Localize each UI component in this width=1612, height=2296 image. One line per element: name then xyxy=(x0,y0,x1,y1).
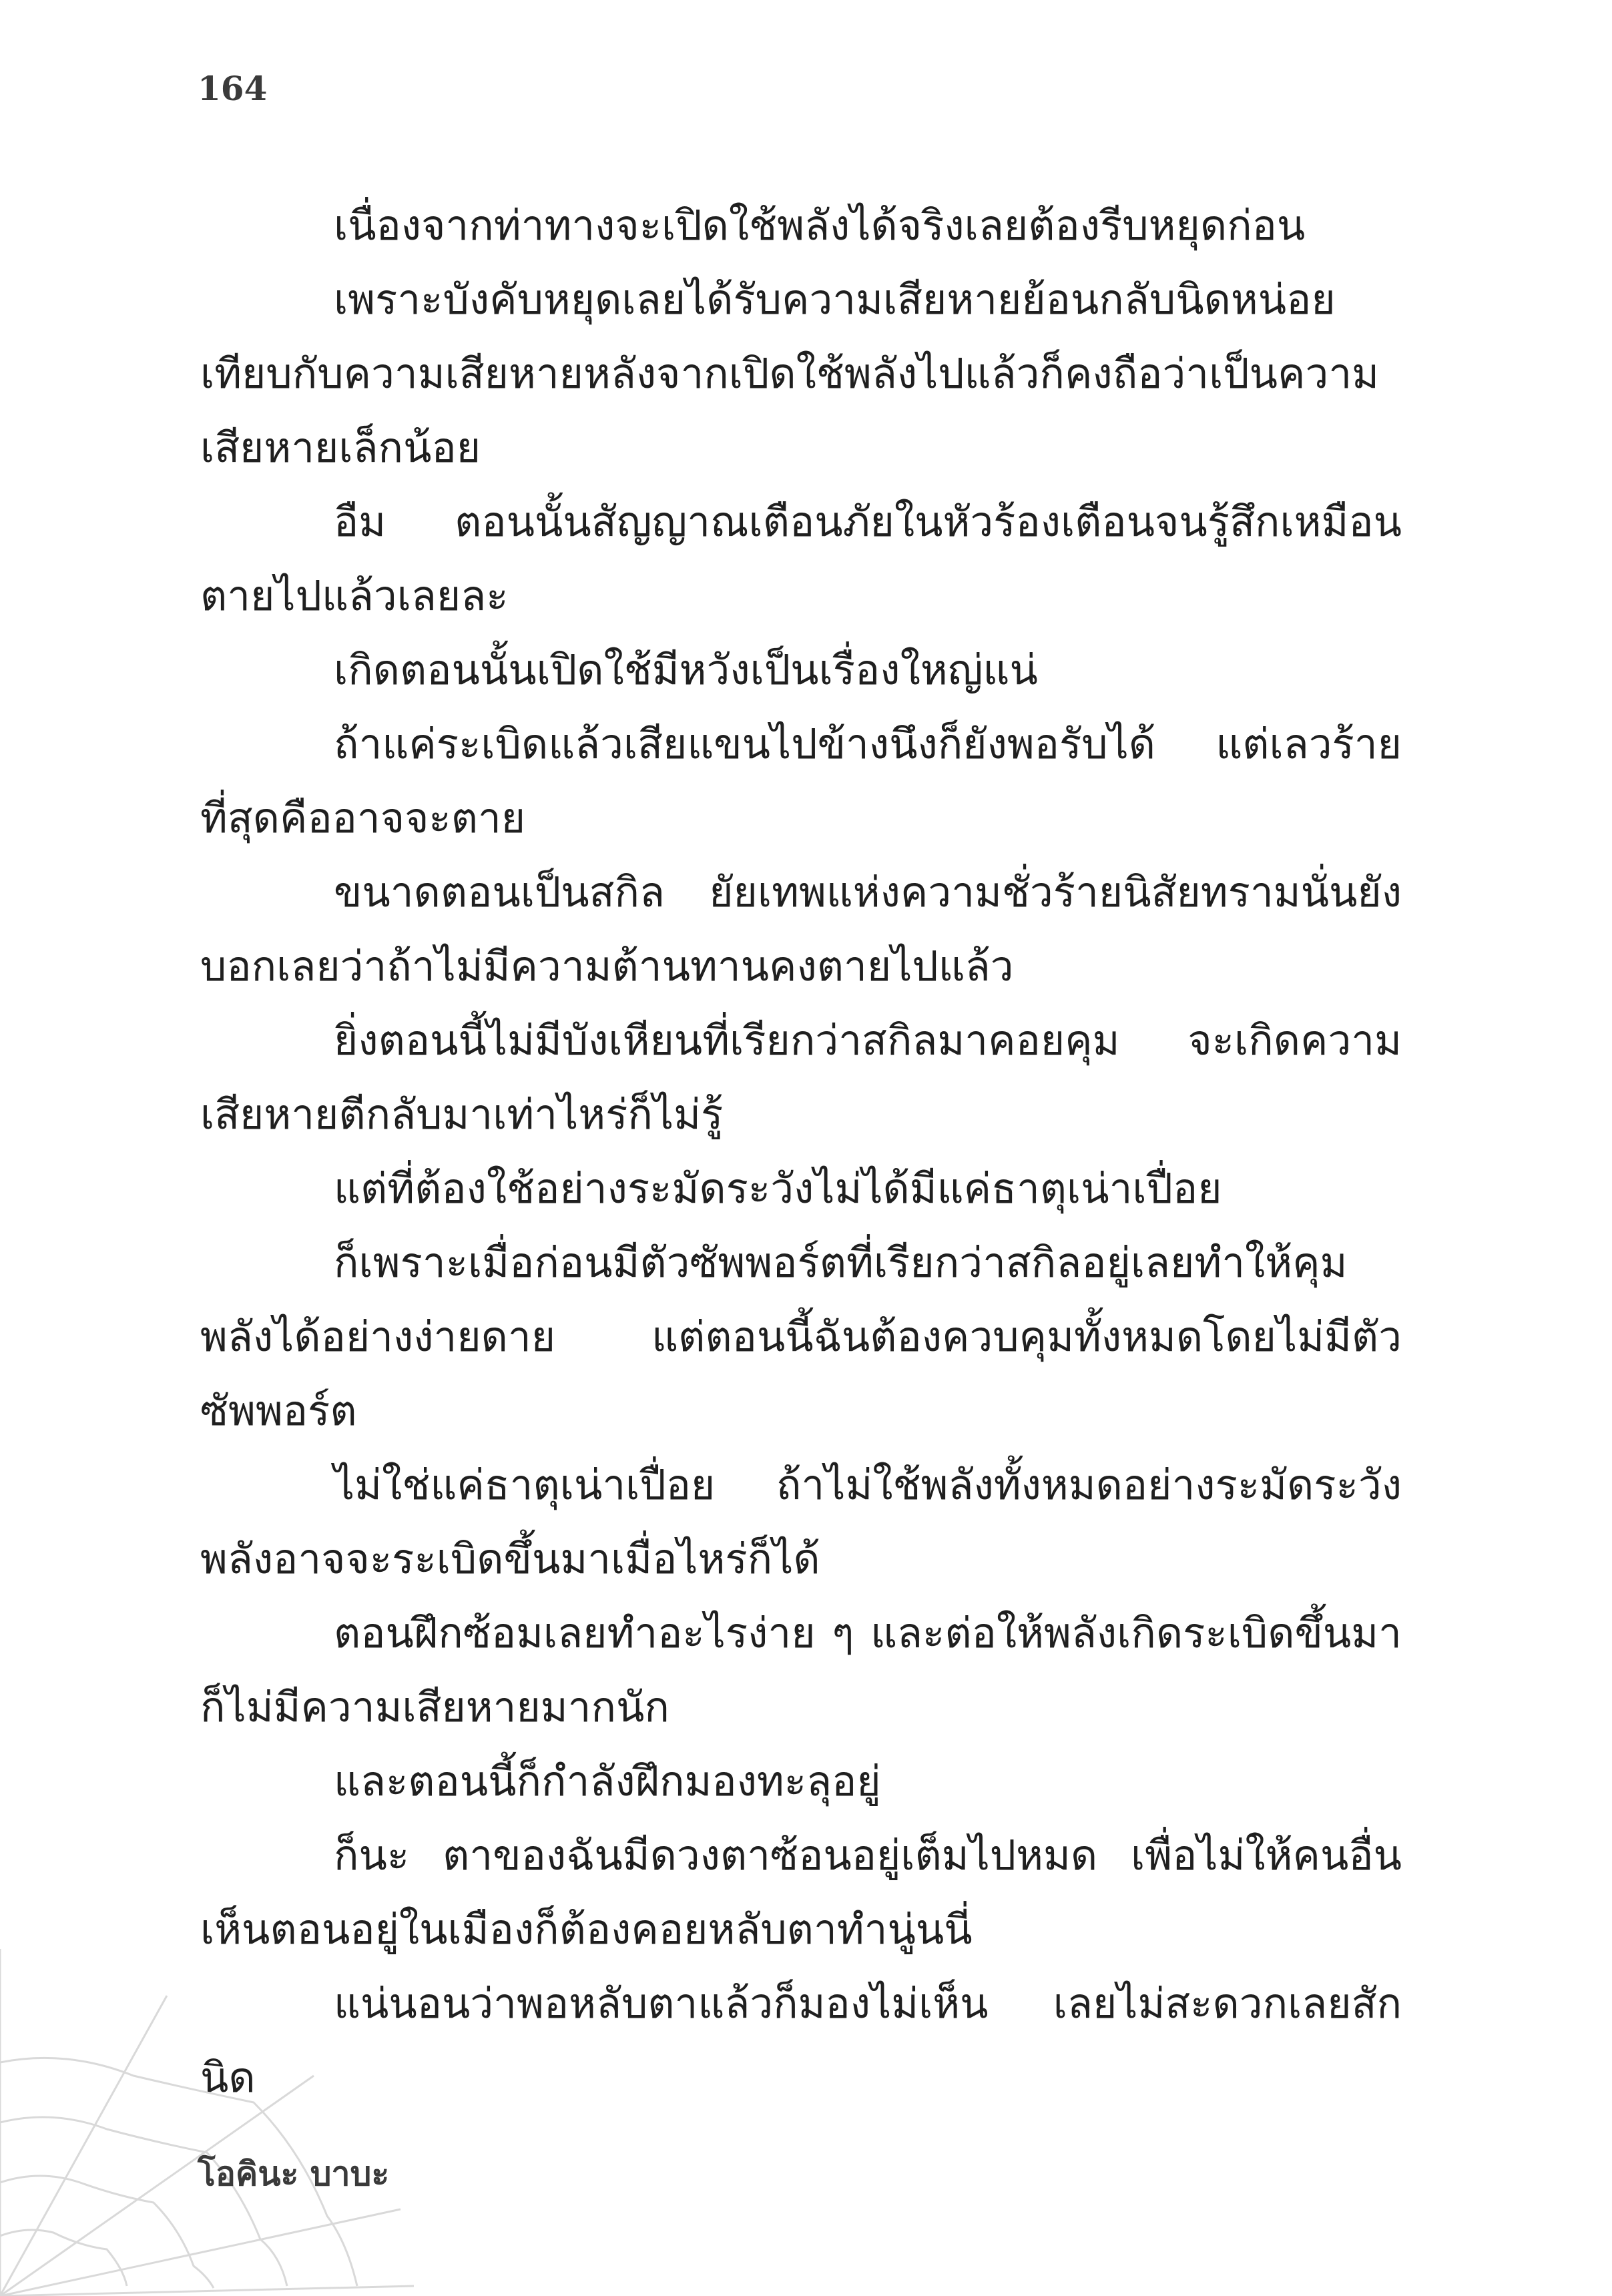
spider-web-icon xyxy=(0,1922,414,2296)
paragraph: อืม ตอนนั้นสัญญาณเตือนภัยในหัวร้องเตือนจนรู้สึกเหมือนตายไปแล้วเลยละ xyxy=(200,497,1402,620)
paragraph: ก็เพราะเมื่อก่อนมีตัวซัพพอร์ตที่เรียกว่าสกิลอยู่เลยทำให้คุมพลังได้อย่างง่ายดาย แต่ตอนนี้ฉันต้องควบคุมทั้งหมดโดยไม่มีตัวซัพพอร์ต xyxy=(200,1238,1402,1435)
paragraph: แน่นอนว่าพอหลับตาแล้วก็มองไม่เห็น เลยไม่สะดวกเลยสักนิด xyxy=(200,1979,1402,2102)
paragraph: เนื่องจากท่าทางจะเปิดใช้พลังได้จริงเลยต้องรีบหยุดก่อน xyxy=(334,201,1306,250)
author-name: โอคินะ บาบะ xyxy=(198,2155,390,2193)
paragraph: ถ้าแค่ระเบิดแล้วเสียแขนไปข้างนึงก็ยังพอรับได้ แต่เลวร้ายที่สุดคืออาจจะตาย xyxy=(200,720,1402,842)
paragraph: เกิดตอนนั้นเปิดใช้มีหวังเป็นเรื่องใหญ่แน่ xyxy=(334,645,1038,694)
paragraph: ยิ่งตอนนี้ไม่มีบังเหียนที่เรียกว่าสกิลมาคอยคุม จะเกิดความเสียหายตีกลับมาเท่าไหร่ก็ไม่รู้ xyxy=(200,1016,1402,1139)
page-number: 164 xyxy=(198,69,268,108)
paragraph: ไม่ใช่แค่ธาตุเน่าเปื่อย ถ้าไม่ใช้พลังทั้งหมดอย่างระมัดระวังพลังอาจจะระเบิดขึ้นมาเมื่อไหร่ก็ได้ xyxy=(200,1460,1402,1583)
body-text xyxy=(200,188,1402,2114)
paragraph: ขนาดตอนเป็นสกิล ยัยเทพแห่งความชั่วร้ายนิสัยทรามนั่นยังบอกเลยว่าถ้าไม่มีความต้านทานคงตายไปแล้ว xyxy=(200,868,1402,990)
paragraph: เพราะบังคับหยุดเลยได้รับความเสียหายย้อนกลับนิดหน่อย เทียบกับความเสียหายหลังจากเปิดใช้พลังไปแล้วก็คงถือว่าเป็นความเสียหายเล็กน้อย xyxy=(200,275,1380,472)
paragraph: แต่ที่ต้องใช้อย่างระมัดระวังไม่ได้มีแค่ธาตุเน่าเปื่อย xyxy=(334,1164,1222,1213)
paragraph: ตอนฝึกซ้อมเลยทำอะไรง่าย ๆ และต่อให้พลังเกิดระเบิดขึ้นมาก็ไม่มีความเสียหายมากนัก xyxy=(200,1609,1402,1731)
paragraph: ก็นะ ตาของฉันมีดวงตาซ้อนอยู่เต็มไปหมด เพื่อไม่ให้คนอื่นเห็นตอนอยู่ในเมืองก็ต้องคอยหลับตาทำนู่นนี่ xyxy=(200,1831,1402,1954)
paragraph: และตอนนี้ก็กำลังฝึกมองทะลุอยู่ xyxy=(334,1757,881,1805)
